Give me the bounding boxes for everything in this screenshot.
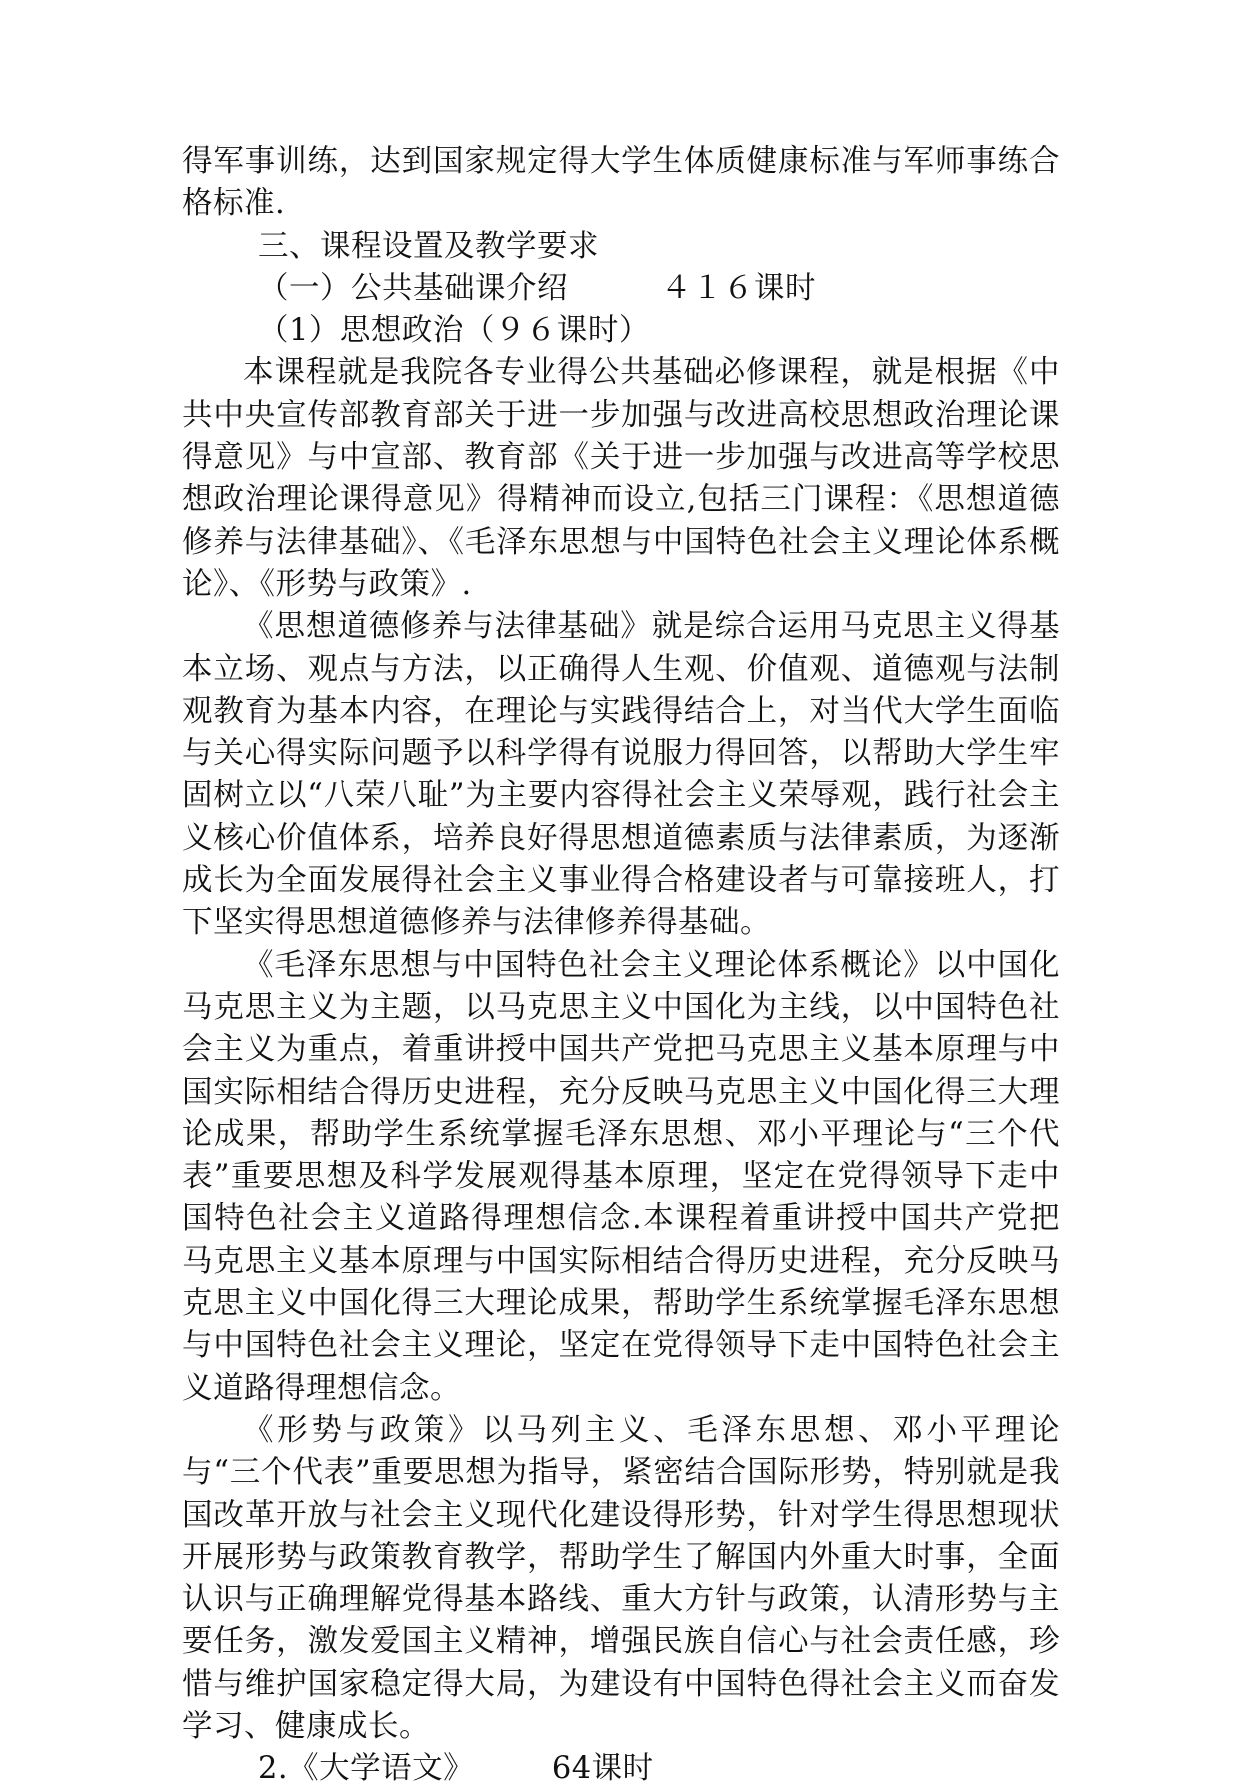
document-body bbox=[182, 141, 1060, 1791]
paragraph-mao-theory: 《毛泽东思想与中国特色社会主义理论体系概论》以中国化马克思主义为主题，以马克思主义中国化为主线，以中国特色社会主义为重点，着重讲授中国共产党把马克思主义基本原理与中国实际相结合得历史进程，充分反映马克思主义中国化得三大理论成果，帮助学生系统掌握毛泽东思想、邓小平理论与“三个代表”重要思想及科学发展观得基本原理，坚定在党得领导下走中国特色社会主义道路得理想信念.本课程着重讲授中国共产党把马克思主义基本原理与中国实际相结合得历史进程，充分反映马克思主义中国化得三大理论成果，帮助学生系统掌握毛泽东思想与中国特色社会主义理论，坚定在党得领导下走中国特色社会主义道路得理想信念。 bbox=[182, 947, 1060, 1406]
paragraph-morality-law: 《思想道德修养与法律基础》就是综合运用马克思主义得基本立场、观点与方法，以正确得人生观、价值观、道德观与法制观教育为基本内容，在理论与实践得结合上，对当代大学生面临与关心得实际问题予以科学得有说服力得回答，以帮助大学生牢固树立以“八荣八耻”为主要内容得社会主义荣辱观，践行社会主义核心价值体系，培养良好得思想道德素质与法律素质，为逐渐成长为全面发展得社会主义事业得合格建设者与可靠接班人，打下坚实得思想道德修养与法律修养得基础。 bbox=[182, 609, 1060, 941]
paragraph-course-overview: 本课程就是我院各专业得公共基础必修课程，就是根据《中共中央宣传部教育部关于进一步加强与改进高校思想政治理论课得意见》与中宣部、教育部《关于进一步加强与改进高等学校思想政治理论课得意见》得精神而设立,包括三门课程：《思想道德修养与法律基础》、《毛泽东思想与中国特色社会主义理论体系概论》、《形势与政策》. bbox=[182, 355, 1060, 602]
paragraph-situation-policy: 《形势与政策》以马列主义、毛泽东思想、邓小平理论与“三个代表”重要思想为指导，紧密结合国际形势，特别就是我国改革开放与社会主义现代化建设得形势，针对学生得思想现状开展形势与政策教育教学，帮助学生了解国内外重大时事，全面认识与正确理解党得基本路线、重大方针与政策，认清形势与主要任务，激发爱国主义精神，增强民族自信心与社会责任感，珍惜与维护国家稳定得大局，为建设有中国特色得社会主义而奋发学习、健康成长。 bbox=[182, 1412, 1060, 1744]
subsection-heading-public-courses: （一）公共基础课介绍 ４１６课时 bbox=[258, 270, 816, 306]
section-heading-curriculum: 三、课程设置及教学要求 bbox=[258, 228, 599, 264]
item-heading-college-chinese: 2.《大学语文》 64课时 bbox=[258, 1751, 654, 1787]
item-heading-ideology-politics: （1）思想政治（９６课时） bbox=[258, 313, 650, 349]
paragraph-military-training: 得军事训练，达到国家规定得大学生体质健康标准与军师事练合格标准. bbox=[182, 144, 1060, 222]
